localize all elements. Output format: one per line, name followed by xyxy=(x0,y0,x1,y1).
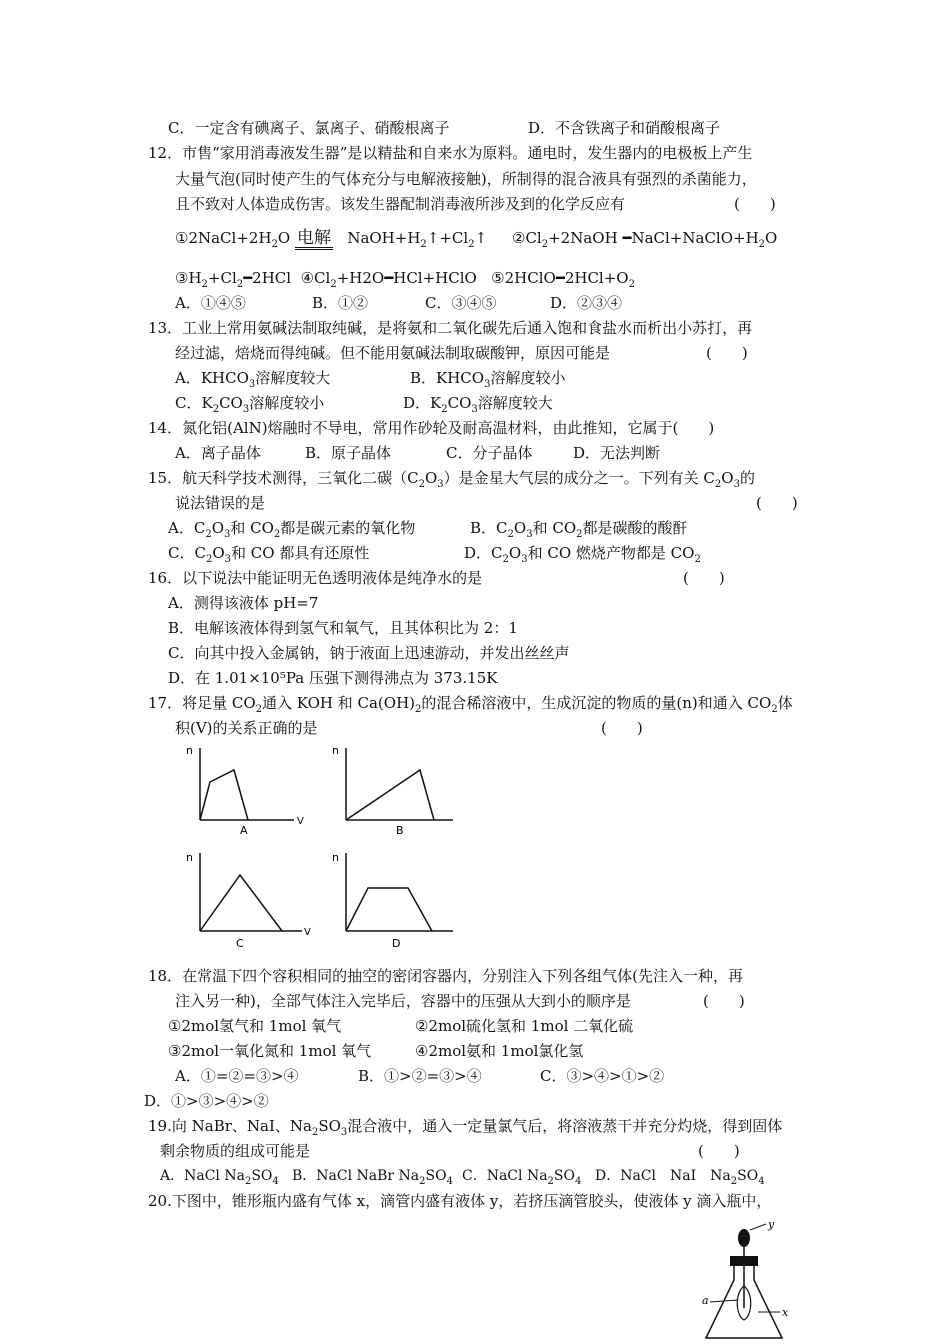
q15-stem-line2: 说法错误的是 xyxy=(175,494,266,512)
q19-option-d: D．NaCl NaI $Na_2SO_4$ xyxy=(595,1168,765,1187)
q17-stem-line2: 积(V)的关系正确的是 xyxy=(175,719,318,737)
q20-stem-line1: 20.下图中，锥形瓶内盛有气体 x，滴管内盛有液体 y，若挤压滴管胶头，使液体 y 滴入瓶中， xyxy=(148,1192,772,1210)
q15-option-b: B．$C_2O_3$和 $CO_2$都是碳酸的酸酐 xyxy=(470,519,688,540)
q18-group-3: ③2mol一氧化氮和 1mol 氧气 xyxy=(168,1042,372,1060)
graph-d-letter: D xyxy=(392,937,401,950)
electrolysis-condition: 电解 xyxy=(297,228,331,248)
label-a: a xyxy=(702,1294,709,1307)
q17-answer-paren: ( ) xyxy=(601,719,643,737)
q12-option-a: A．①④⑤ xyxy=(175,294,246,312)
graph-a-v-label: V xyxy=(297,816,304,827)
q13-option-c: C．$K_2CO_3$溶解度较小 xyxy=(175,394,325,415)
q14-option-a: A．离子晶体 xyxy=(175,444,261,462)
q19-stem-line2: 剩余物质的组成可能是 xyxy=(160,1142,311,1160)
q18-option-b: B．①>②=③>④ xyxy=(358,1067,482,1085)
q12-option-c: C．③④⑤ xyxy=(425,294,497,312)
stopper xyxy=(730,1256,758,1266)
q18-answer-paren: ( ) xyxy=(703,992,745,1010)
q14-stem: 14．氮化铝(AlN)熔融时不导电，常用作砂轮及耐高温材料，由此推知，它属于( ) xyxy=(148,419,715,437)
q12-reaction-1: $①2NaCl+2H_2O$ 电解 $NaOH+H_2↑+Cl_2↑$ xyxy=(175,228,488,250)
graph-c-curve xyxy=(200,875,282,931)
graph-c xyxy=(182,845,312,950)
leader-y xyxy=(750,1224,766,1230)
graph-b-letter: B xyxy=(396,824,404,837)
q16-option-c: C．向其中投入金属钠，钠于液面上迅速游动，并发出丝丝声 xyxy=(168,644,570,662)
q12-answer-paren: ( ) xyxy=(734,195,776,213)
q12-stem-line1: 12．市售“家用消毒液发生器”是以精盐和自来水为原料。通电时，发生器内的电极板上产生 xyxy=(148,144,753,162)
q15-answer-paren: ( ) xyxy=(756,494,798,512)
flask-diagram xyxy=(694,1220,804,1344)
q18-stem-line2: 注入另一种)，全部气体注入完毕后，容器中的压强从大到小的顺序是 xyxy=(175,992,631,1010)
q18-option-a: A．①=②=③>④ xyxy=(175,1067,299,1085)
q19-option-c: C．NaCl $Na_2SO_4$ xyxy=(462,1168,582,1187)
label-x: x xyxy=(782,1306,789,1319)
q18-group-1: ①2mol氢气和 1mol 氧气 xyxy=(168,1017,342,1035)
q18-option-c: C．③>④>①>② xyxy=(540,1067,665,1085)
graph-d-n-label: n xyxy=(332,851,339,864)
q18-group-2: ②2mol硫化氢和 1mol 二氧化硫 xyxy=(415,1017,634,1035)
label-y: y xyxy=(768,1220,775,1231)
graph-b-curve xyxy=(346,770,434,820)
q11-option-d: D．不含铁离子和硝酸根离子 xyxy=(528,119,721,137)
q14-option-c: C．分子晶体 xyxy=(446,444,533,462)
graph-a-curve xyxy=(200,770,248,820)
graph-c-letter: C xyxy=(236,937,244,950)
q13-answer-paren: ( ) xyxy=(706,344,748,362)
q12-reaction-3-5: $③H_2+Cl_2━2HCl$ $④Cl_2+H2O━HCl+HClO$ $⑤2HClO━2HCl+O_2$ xyxy=(175,269,635,290)
graph-a-letter: A xyxy=(240,824,248,837)
q16-option-a: A．测得该液体 pH=7 xyxy=(168,594,319,612)
q16-answer-paren: ( ) xyxy=(683,569,725,587)
q11-option-c: C．一定含有碘离子、氯离子、硝酸根离子 xyxy=(168,119,450,137)
q15-stem-line1: 15．航天科学技术测得，三氧化二碳$(C_2O_3)$是金星大气层的成分之一。下列有关 $C_2O_3$的 xyxy=(148,469,755,490)
graph-b xyxy=(328,742,458,837)
q14-option-b: B．原子晶体 xyxy=(305,444,392,462)
graph-b-n-label: n xyxy=(332,744,339,757)
q13-option-b: B．$KHCO_3$溶解度较小 xyxy=(410,369,566,390)
q14-option-d: D．无法判断 xyxy=(573,444,661,462)
q12-stem-line3: 且不致对人体造成伤害。该发生器配制消毒液所涉及到的化学反应有 xyxy=(175,195,626,213)
q19-option-b: B．NaCl NaBr $Na_2SO_4$ xyxy=(292,1168,453,1187)
q18-stem-line1: 18．在常温下四个容积相同的抽空的密闭容器内，分别注入下列各组气体(先注入一种，再 xyxy=(148,967,743,985)
q18-group-4: ④2mol氨和 1mol氯化氢 xyxy=(415,1042,584,1060)
q15-option-a: A．$C_2O_3$和 $CO_2$都是碳元素的氧化物 xyxy=(168,519,416,540)
q17-stem-line1: 17．将足量 $CO_2$通入 KOH 和 $Ca(OH)_2$的混合稀溶液中，生成沉淀的物质的量(n)和通入 $CO_2$体 xyxy=(148,694,793,715)
q13-stem-line1: 13．工业上常用氨碱法制取纯碱，是将氨和二氧化碳先后通入饱和食盐水而析出小苏打，再 xyxy=(148,319,753,337)
graph-c-v-label: V xyxy=(304,927,311,938)
q16-stem: 16．以下说法中能证明无色透明液体是纯净水的是 xyxy=(148,569,483,587)
graph-d-curve xyxy=(346,888,432,931)
q19-stem-line1: 19.向 NaBr、NaI、$Na_2SO_3$混合液中，通入一定量氯气后，将溶液蒸干并充分灼烧，得到固体 xyxy=(148,1117,783,1138)
q19-option-a: A．NaCl $Na_2SO_4$ xyxy=(160,1168,279,1187)
graph-a xyxy=(182,742,312,837)
q16-option-d: D．在 1.01×10⁵Pa 压强下测得沸点为 373.15K xyxy=(168,669,498,687)
q19-answer-paren: ( ) xyxy=(698,1142,740,1160)
graph-c-n-label: n xyxy=(186,851,193,864)
q12-option-d: D．②③④ xyxy=(550,294,623,312)
q15-option-d: D．$C_2O_3$和 CO 燃烧产物都是 $CO_2$ xyxy=(464,544,701,565)
q12-option-b: B．①② xyxy=(312,294,369,312)
q13-stem-line2: 经过滤，焙烧而得纯碱。但不能用氨碱法制取碳酸钾，原因可能是 xyxy=(175,344,611,362)
q15-option-c: C．$C_2O_3$和 CO 都具有还原性 xyxy=(168,544,370,565)
q16-option-b: B．电解该液体得到氢气和氧气，且其体积比为 2：1 xyxy=(168,619,518,637)
q13-option-d: D．$K_2CO_3$溶解度较大 xyxy=(403,394,553,415)
dropper-bulb xyxy=(738,1229,750,1247)
q12-stem-line2: 大量气泡(同时使产生的气体充分与电解液接触)，所制得的混合液具有强烈的杀菌能力， xyxy=(175,170,757,188)
q12-reaction-2: $②Cl_2+2NaOH$ $━NaCl+NaClO+H_2O$ xyxy=(512,229,778,250)
q18-option-d: D．①>③>④>② xyxy=(144,1092,269,1110)
graph-a-n-label: n xyxy=(186,744,193,757)
graph-d xyxy=(328,845,458,950)
q13-option-a: A．$KHCO_3$溶解度较大 xyxy=(175,369,331,390)
